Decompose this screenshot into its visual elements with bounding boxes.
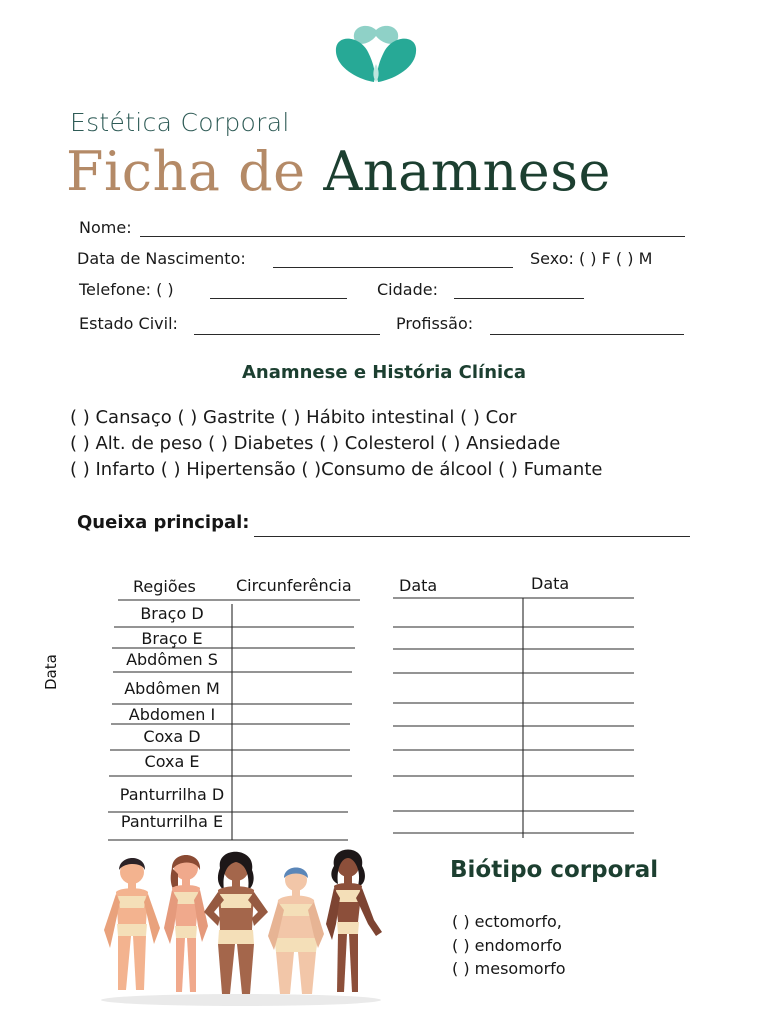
- col-regioes: Regiões: [133, 577, 196, 596]
- figure-4: [268, 868, 324, 995]
- figure-1: [104, 858, 160, 990]
- biotype-option-ectomorfo[interactable]: ( ) ectomorfo,: [452, 912, 562, 931]
- col-data-1: Data: [399, 576, 438, 595]
- body-types-illustration: [86, 840, 396, 1012]
- region-label: Braço E: [141, 629, 203, 648]
- col-data-2: Data: [531, 574, 570, 593]
- profession-label: Profissão:: [396, 314, 474, 333]
- history-row-1[interactable]: ( ) Cansaço ( ) Gastrite ( ) Hábito intestinal ( ) Cor: [70, 407, 517, 428]
- region-label: Coxa E: [144, 752, 200, 771]
- col-circunferencia: Circunferência: [236, 576, 352, 595]
- biotype-title: Biótipo corporal: [450, 857, 659, 883]
- history-row-3[interactable]: ( ) Infarto ( ) Hipertensão ( )Consumo de álcool ( ) Fumante: [70, 459, 603, 480]
- biotype-option-mesomorfo[interactable]: ( ) mesomorfo: [452, 959, 566, 978]
- region-label: Panturrilha D: [119, 785, 225, 804]
- title-part-2: Anamnese: [323, 140, 611, 203]
- name-label: Nome:: [79, 218, 132, 237]
- complaint-label: Queixa principal:: [77, 512, 250, 533]
- civil-status-label: Estado Civil:: [79, 314, 178, 333]
- birth-label: Data de Nascimento:: [77, 249, 246, 268]
- form-kicker: Estética Corporal: [70, 108, 290, 137]
- history-row-2[interactable]: ( ) Alt. de peso ( ) Diabetes ( ) Colesterol ( ) Ansiedade: [70, 433, 561, 454]
- city-label: Cidade:: [377, 280, 438, 299]
- figure-5: [326, 850, 382, 993]
- region-label: Abdomen I: [128, 705, 216, 724]
- title-part-1: Ficha de: [66, 140, 306, 203]
- side-data-label: Data: [42, 654, 60, 690]
- phone-label: Telefone: ( ): [79, 280, 174, 299]
- region-label: Braço D: [140, 604, 204, 623]
- region-label: Abdômen S: [126, 650, 218, 669]
- region-label: Coxa D: [143, 727, 201, 746]
- region-label: Panturrilha E: [120, 812, 224, 831]
- biotype-option-endomorfo[interactable]: ( ) endomorfo: [452, 936, 562, 955]
- region-label: Abdômen M: [124, 679, 220, 698]
- figure-2: [164, 855, 208, 992]
- sex-label: Sexo: ( ) F ( ) M: [530, 249, 653, 268]
- history-section-title: Anamnese e História Clínica: [241, 362, 527, 383]
- figure-3: [204, 852, 268, 994]
